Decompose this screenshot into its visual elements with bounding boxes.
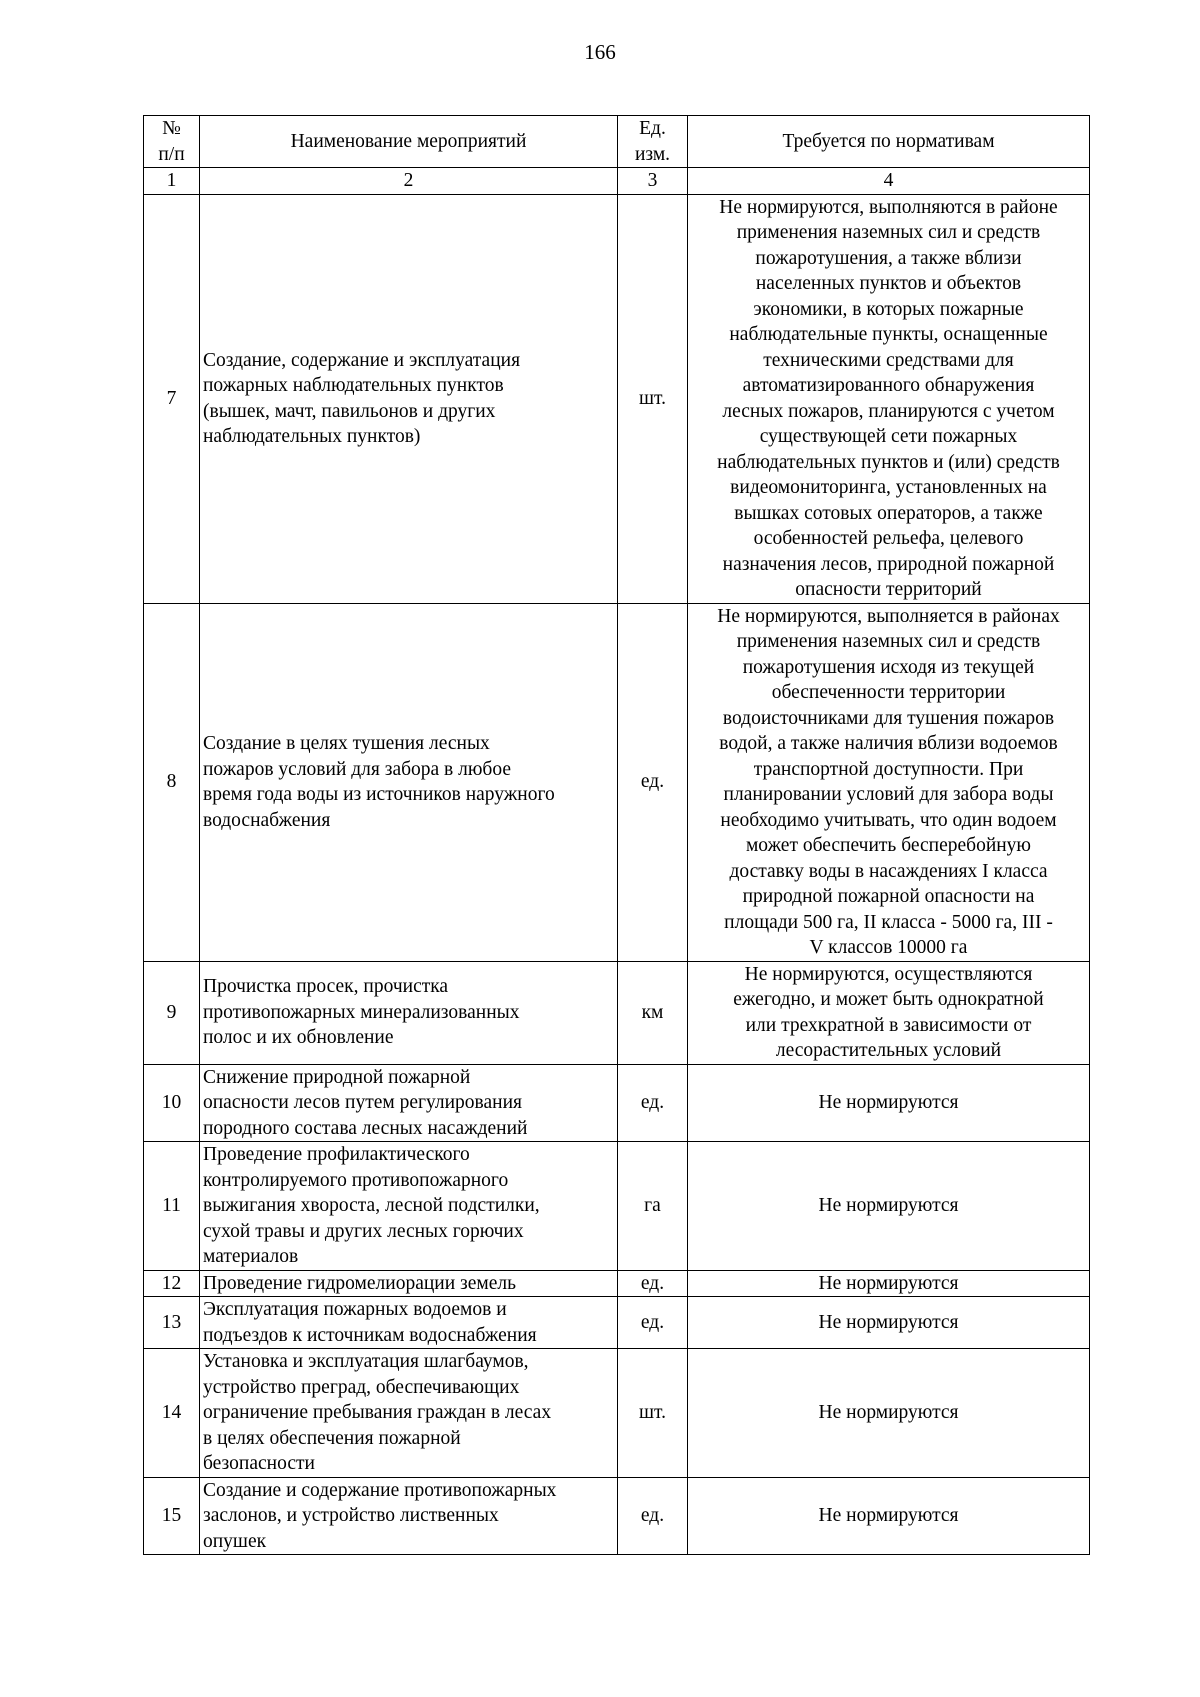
table-row: [144, 1349, 1090, 1478]
measure-unit: км: [618, 961, 688, 1064]
measure-norm: Не нормируются, выполняется в районах применения наземных сил и средств пожаротушения исходя из текущей обеспеченности территории водоисточниками для тушения пожаров водой, а также наличия вблизи водоемов транспортной доступности. При планировании условий для забора воды необходимо учитывать, что один водоем может обеспечить бесперебойную доставку воды в насаждениях I класса природной пожарной опасности на площади 500 га, II класса - 5000 га, III - V классов 10000 га: [688, 603, 1090, 961]
measure-norm: Не нормируются, осуществляются ежегодно, и может быть однократной или трехкратной в зависимости от лесорастительных условий: [688, 961, 1090, 1064]
measure-name: Создание в целях тушения лесных пожаров условий для забора в любое время года воды из источников наружного водоснабжения: [200, 603, 618, 961]
measure-unit: ед.: [618, 603, 688, 961]
measure-norm: Не нормируются: [688, 1064, 1090, 1142]
measure-name: Создание и содержание противопожарных заслонов, и устройство лиственных опушек: [200, 1477, 618, 1555]
page-number: 166: [584, 40, 616, 64]
row-number: 8: [144, 603, 200, 961]
table-row: [144, 1142, 1090, 1271]
row-number: 9: [144, 961, 200, 1064]
measure-unit: ед.: [618, 1270, 688, 1297]
measure-norm: Не нормируются: [688, 1297, 1090, 1349]
header-number: № п/п: [144, 116, 200, 168]
row-number: 14: [144, 1349, 200, 1478]
table-row: [144, 1477, 1090, 1555]
measure-unit: ед.: [618, 1064, 688, 1142]
header-measure-name: Наименование мероприятий: [200, 116, 618, 168]
measure-name: Установка и эксплуатация шлагбаумов, устройство преград, обеспечивающих ограничение пребывания граждан в лесах в целях обеспечения пожарной безопасности: [200, 1349, 618, 1478]
column-numbers-row: [144, 168, 1090, 195]
row-number: 13: [144, 1297, 200, 1349]
row-number: 11: [144, 1142, 200, 1271]
table-row: [144, 603, 1090, 961]
column-number: 2: [200, 168, 618, 195]
measure-norm: Не нормируются: [688, 1142, 1090, 1271]
measure-unit: шт.: [618, 194, 688, 603]
table-row: [144, 1270, 1090, 1297]
measure-norm: Не нормируются, выполняются в районе применения наземных сил и средств пожаротушения, а также вблизи населенных пунктов и объектов экономики, в которых пожарные наблюдательные пункты, оснащенные техническими средствами для автоматизированного обнаружения лесных пожаров, планируются с учетом существующей сети пожарных наблюдательных пунктов и (или) средств видеомониторинга, установленных на вышках сотовых операторов, а также особенностей рельефа, целевого назначения лесов, природной пожарной опасности территорий: [688, 194, 1090, 603]
measure-unit: ед.: [618, 1477, 688, 1555]
measure-norm: Не нормируются: [688, 1349, 1090, 1478]
measure-name: Проведение профилактического контролируемого противопожарного выжигания хвороста, лесной подстилки, сухой травы и других лесных горючих материалов: [200, 1142, 618, 1271]
fire-measures-table: [143, 115, 1090, 1555]
measure-norm: Не нормируются: [688, 1270, 1090, 1297]
column-number: 4: [688, 168, 1090, 195]
row-number: 7: [144, 194, 200, 603]
measure-name: Проведение гидромелиорации земель: [200, 1270, 618, 1297]
table-header-row: [144, 116, 1090, 168]
row-number: 12: [144, 1270, 200, 1297]
measure-unit: га: [618, 1142, 688, 1271]
measure-unit: шт.: [618, 1349, 688, 1478]
header-norm: Требуется по нормативам: [688, 116, 1090, 168]
measure-name: Создание, содержание и эксплуатация пожарных наблюдательных пунктов (вышек, мачт, павильонов и других наблюдательных пунктов): [200, 194, 618, 603]
row-number: 15: [144, 1477, 200, 1555]
measure-name: Прочистка просек, прочистка противопожарных минерализованных полос и их обновление: [200, 961, 618, 1064]
measure-norm: Не нормируются: [688, 1477, 1090, 1555]
header-unit: Ед. изм.: [618, 116, 688, 168]
column-number: 1: [144, 168, 200, 195]
measure-name: Снижение природной пожарной опасности лесов путем регулирования породного состава лесных насаждений: [200, 1064, 618, 1142]
table-row: [144, 1297, 1090, 1349]
measure-name: Эксплуатация пожарных водоемов и подъездов к источникам водоснабжения: [200, 1297, 618, 1349]
table-row: [144, 1064, 1090, 1142]
table-row: [144, 194, 1090, 603]
column-number: 3: [618, 168, 688, 195]
row-number: 10: [144, 1064, 200, 1142]
table-row: [144, 961, 1090, 1064]
measure-unit: ед.: [618, 1297, 688, 1349]
